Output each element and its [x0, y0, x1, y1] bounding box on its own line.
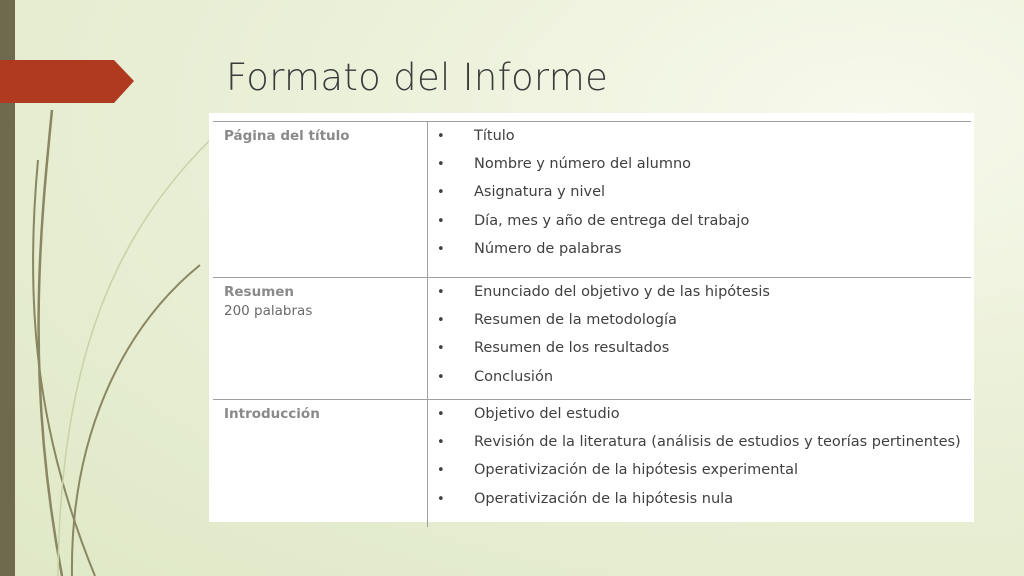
- section-cell: [213, 400, 428, 528]
- section-sublabel: 200 palabras: [224, 303, 313, 319]
- item-text: Día, mes y año de entrega del trabajo: [474, 212, 750, 229]
- items-cell: [428, 278, 972, 400]
- bullet-icon: •: [437, 491, 445, 507]
- list-item: [428, 284, 971, 312]
- list-item: [428, 369, 971, 397]
- bullet-icon: •: [437, 435, 445, 451]
- list-item: [428, 406, 971, 434]
- item-text: Operativización de la hipótesis experimental: [474, 462, 798, 479]
- list-item: [428, 213, 971, 241]
- item-text: Revisión de la literatura (análisis de estudios y teorías pertinentes): [474, 434, 961, 451]
- list-item: [428, 156, 971, 184]
- item-text: Título: [474, 128, 515, 144]
- format-table: [213, 121, 971, 527]
- item-text: Asignatura y nivel: [474, 184, 606, 201]
- table-row: [213, 122, 971, 278]
- list-item: [428, 491, 971, 519]
- bullet-icon: •: [437, 157, 445, 173]
- list-item: [428, 184, 971, 212]
- bullet-icon: •: [437, 213, 445, 229]
- bullet-icon: •: [437, 313, 445, 329]
- item-text: Enunciado del objetivo y de las hipótesis: [474, 284, 770, 300]
- item-text: Resumen de la metodología: [474, 312, 677, 329]
- bullet-icon: •: [437, 285, 445, 300]
- section-cell: [213, 122, 428, 278]
- table-row: [213, 400, 971, 528]
- list-item: [428, 312, 971, 340]
- items-list: [428, 406, 971, 519]
- section-label: Introducción: [224, 406, 320, 422]
- table-row: [213, 278, 971, 400]
- item-text: Objetivo del estudio: [474, 406, 620, 422]
- section-label: Página del título: [224, 128, 350, 144]
- bullet-icon: •: [437, 369, 445, 385]
- list-item: [428, 462, 971, 490]
- list-item: [428, 128, 971, 156]
- item-text: Operativización de la hipótesis nula: [474, 490, 734, 507]
- item-text: Nombre y número del alumno: [474, 156, 692, 173]
- section-label: Resumen: [224, 284, 295, 300]
- items-cell: [428, 122, 972, 278]
- section-cell: [213, 278, 428, 400]
- list-item: [428, 241, 971, 269]
- list-item: [428, 434, 971, 462]
- bullet-icon: •: [437, 129, 445, 144]
- items-list: [428, 128, 971, 269]
- title-accent-arrow: [0, 60, 134, 103]
- item-text: Resumen de los resultados: [474, 340, 670, 357]
- bullet-icon: •: [437, 407, 445, 422]
- bullet-icon: •: [437, 241, 445, 257]
- bullet-icon: •: [437, 463, 445, 479]
- list-item: [428, 340, 971, 368]
- item-text: Conclusión: [474, 368, 554, 385]
- bullet-icon: •: [437, 185, 445, 201]
- items-list: [428, 284, 971, 397]
- report-format-table: [209, 113, 974, 522]
- slide-title: Formato del Informe: [226, 56, 609, 99]
- items-cell: [428, 400, 972, 528]
- item-text: Número de palabras: [474, 240, 622, 257]
- bullet-icon: •: [437, 341, 445, 357]
